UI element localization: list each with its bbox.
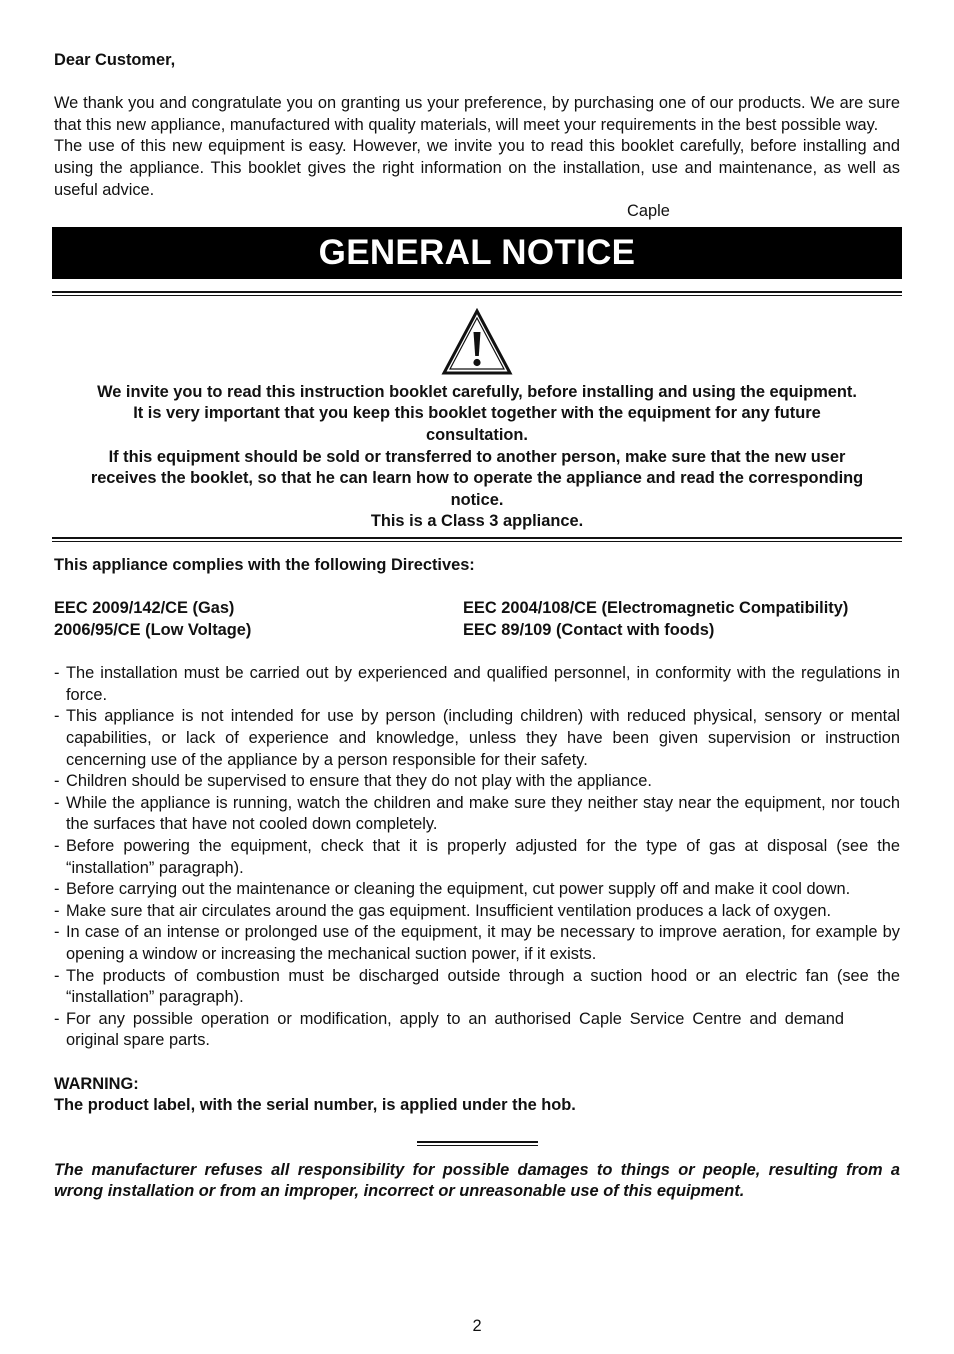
document-page <box>54 50 900 1203</box>
list-item <box>54 793 900 836</box>
section-banner <box>52 227 902 279</box>
list-item-text: The products of combustion must be discharged outside through a suction hood or an electric fan (see the “installation” paragraph). <box>66 966 900 1007</box>
directive-item: 2006/95/CE (Low Voltage) <box>54 620 252 639</box>
dash-bullet: - <box>54 793 60 812</box>
warning-text: The product label, with the serial number, is applied under the hob. <box>54 1096 576 1115</box>
list-item <box>54 966 900 1009</box>
signature: Caple <box>627 202 670 221</box>
list-item <box>54 771 900 793</box>
divider <box>52 537 902 542</box>
list-item <box>54 836 900 879</box>
directive-item: EEC 2004/108/CE (Electromagnetic Compatibility) <box>463 599 849 618</box>
banner-title: GENERAL NOTICE <box>318 232 636 272</box>
page-number: 2 <box>472 1317 482 1335</box>
list-item-text: This appliance is not intended for use by person (including children) with reduced physical, sensory or mental capabilities, or lack of experience and knowledge, unless they have been given supervision or instruction cencerning use of the appliance by a person responsible for their safety. <box>66 707 900 769</box>
list-item-text: The installation must be carried out by experienced and qualified personnel, in conformity with the regulations in force. <box>66 664 900 704</box>
warning-title: WARNING: <box>54 1074 139 1093</box>
list-item-text: In case of an intense or prolonged use of the equipment, it may be necessary to improve aeration, for example by opening a window or increasing the mechanical suction power, if it exists. <box>66 923 900 963</box>
list-item <box>54 879 900 901</box>
directive-item: EEC 89/109 (Contact with foods) <box>463 620 715 639</box>
warning-icon-wrap <box>54 308 900 378</box>
dash-bullet: - <box>54 880 60 899</box>
notice-line: If this equipment should be sold or transferred to another person, make sure that the new user receives the booklet, so that he can learn how to operate the appliance and read the corresponding notice. <box>90 447 864 509</box>
intro-section <box>54 93 900 201</box>
intro-paragraph: We thank you and congratulate you on granting us your preference, by purchasing one of our products. We are sure that this new appliance, manufactured with quality materials, will meet your requirements in the best possible way. <box>54 94 900 134</box>
dash-bullet: - <box>54 901 60 920</box>
list-item-text: Before powering the equipment, check that it is properly adjusted for the type of gas at disposal (see the “installation” paragraph). <box>66 837 900 877</box>
warning-triangle-icon <box>441 308 513 376</box>
directive-item: EEC 2009/142/CE (Gas) <box>54 599 235 618</box>
dash-bullet: - <box>54 923 60 942</box>
list-item <box>54 663 900 706</box>
list-item <box>54 922 900 965</box>
notice-block <box>54 382 900 533</box>
dash-bullet: - <box>54 664 60 683</box>
list-item-text: Children should be supervised to ensure that they do not play with the appliance. <box>66 772 652 791</box>
list-item-text: Make sure that air circulates around the gas equipment. Insufficient ventilation produces a lack of oxygen. <box>66 901 832 920</box>
list-item-text: Before carrying out the maintenance or cleaning the equipment, cut power supply off and make it cool down. <box>66 880 851 899</box>
list-item <box>54 901 900 923</box>
list-item-text: While the appliance is running, watch the children and make sure they neither stay near the equipment, nor touch the surfaces that have not cooled down completely. <box>66 793 900 834</box>
list-item <box>54 706 900 771</box>
dash-bullet: - <box>54 966 60 985</box>
notice-line: It is very important that you keep this booklet together with the equipment for any future consultation. <box>133 404 821 444</box>
dash-bullet: - <box>54 772 60 791</box>
disclaimer: The manufacturer refuses all responsibility for possible damages to things or people, resulting from a wrong installation or from an improper, incorrect or unreasonable use of this equipment. <box>54 1160 900 1201</box>
list-item <box>54 1009 900 1052</box>
short-divider <box>417 1141 538 1146</box>
dash-bullet: - <box>54 1009 60 1028</box>
directives-title: This appliance complies with the following Directives: <box>54 555 475 574</box>
intro-paragraph: The use of this new equipment is easy. However, we invite you to read this booklet carefully, before installing and using the appliance. This booklet gives the right information on the installation, use and maintenance, as well as useful advice. <box>54 137 900 199</box>
dash-bullet: - <box>54 837 60 856</box>
greeting: Dear Customer, <box>54 51 176 69</box>
directives-grid <box>54 598 900 641</box>
dash-bullet: - <box>54 707 60 726</box>
list-item-text: For any possible operation or modification, apply to an authorised Caple Service Centre and demand original spare parts. <box>66 1009 844 1050</box>
notice-line: We invite you to read this instruction booklet carefully, before installing and using the equipment. <box>97 382 857 401</box>
divider <box>52 291 902 296</box>
notice-line: This is a Class 3 appliance. <box>370 512 584 531</box>
safety-list <box>54 663 900 1052</box>
